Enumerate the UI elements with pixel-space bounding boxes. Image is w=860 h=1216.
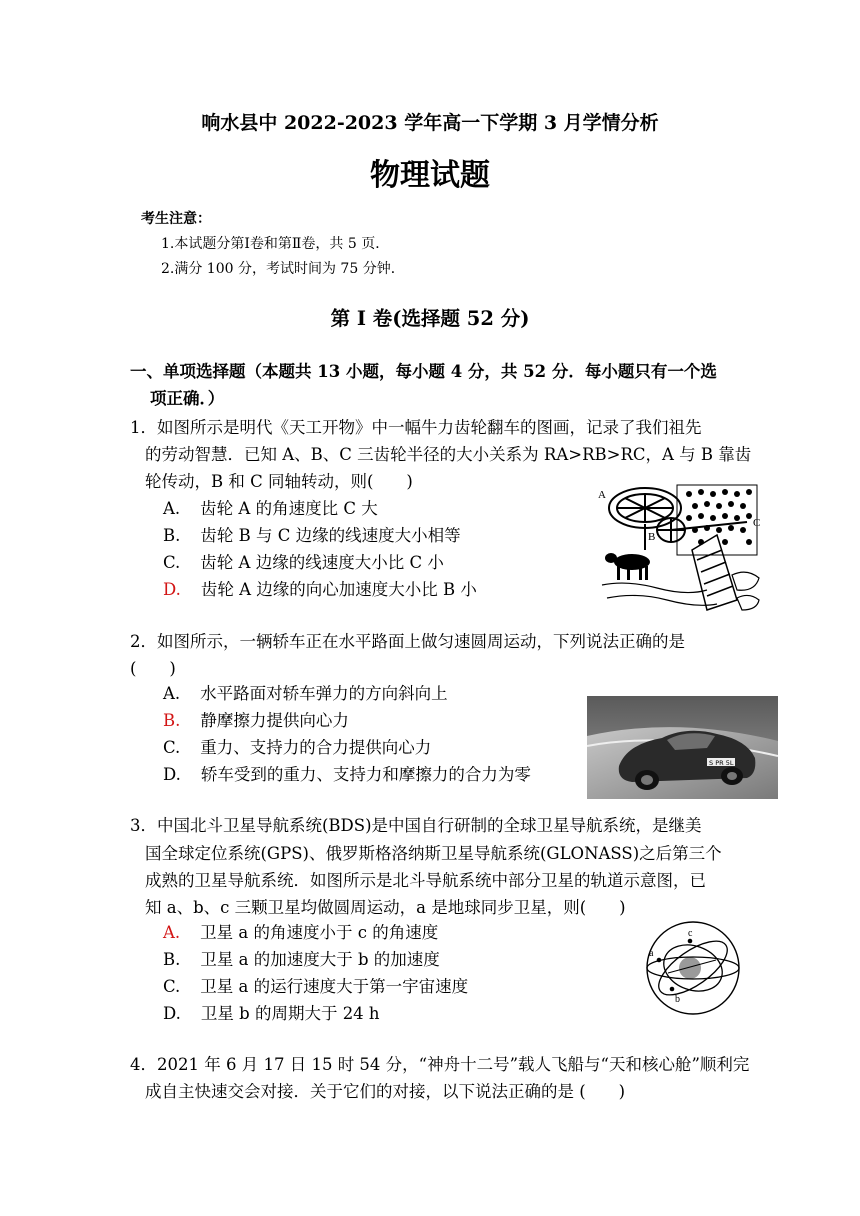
q3-stem: 3．中国北斗卫星导航系统(BDS)是中国自行研制的全球卫星导航系统，是继美 [130,816,702,835]
q1-option-c: C. 齿轮 A 边缘的线速度大小比 C 小 [163,553,444,572]
gear-waterwheel-figure [597,480,762,615]
q2-stem: ( ) [130,659,176,678]
q3-stem: 国全球定位系统(GPS)、俄罗斯格洛纳斯卫星导航系统(GLONASS)之后第三个 [145,844,722,863]
sat-a-label: a [649,948,654,959]
sat-c-label: c [688,928,693,939]
q1-stem: 1．如图所示是明代《天工开物》中一幅牛力齿轮翻车的图画，记录了我们祖先 [130,418,702,437]
gear-c-label: C [753,517,761,529]
q3-stem: 知 a、b、c 三颗卫星均做圆周运动，a 是地球同步卫星，则( ) [145,898,626,917]
gear-b-label: B [648,531,656,543]
car-photo [587,696,778,799]
part-heading: 一、单项选择题（本题共 13 小题，每小题 4 分，共 52 分．每小题只有一个选 [130,362,717,381]
part-heading-cont: 项正确．） [150,389,225,408]
section-title: 第 I 卷(选择题 52 分) [330,307,530,330]
q2-option-c: C. 重力、支持力的合力提供向心力 [163,738,432,757]
sat-b-label: b [675,994,680,1005]
q1-option-d: D. 齿轮 A 边缘的向心加速度大小比 B 小 [163,580,477,599]
notice-item: 1.本试题分第Ⅰ卷和第Ⅱ卷，共 5 页． [161,236,390,252]
q1-stem: 轮传动，B 和 C 同轴转动，则( ) [145,472,413,491]
q2-stem: 2．如图所示，一辆轿车正在水平路面上做匀速圆周运动，下列说法正确的是 [130,632,685,651]
gear-a-label: A [598,489,606,501]
license-plate: S PR 5L [709,759,734,767]
subject-title: 物理试题 [370,158,490,193]
exam-title: 响水县中 2022-2023 学年高一下学期 3 月学情分析 [201,112,659,134]
q3-option-b: B. 卫星 a 的加速度大于 b 的加速度 [163,950,440,969]
q1-option-a: A. 齿轮 A 的角速度比 C 大 [163,499,378,518]
q1-option-b: B. 齿轮 B 与 C 边缘的线速度大小相等 [163,526,461,545]
satellite-orbits-figure [638,918,748,1018]
q4-stem: 成自主快速交会对接．关于它们的对接，以下说法正确的是 ( ) [145,1082,626,1101]
notice-heading: 考生注意： [141,211,211,227]
q3-option-d: D. 卫星 b 的周期大于 24 h [163,1004,380,1023]
q4-stem: 4．2021 年 6 月 17 日 15 时 54 分，“神舟十二号”载人飞船与“天和核心舱”顺利完 [130,1055,750,1074]
q3-option-a: A. 卫星 a 的角速度小于 c 的角速度 [163,923,439,942]
notice-item: 2.满分 100 分，考试时间为 75 分钟． [161,261,405,277]
q2-option-d: D. 轿车受到的重力、支持力和摩擦力的合力为零 [163,765,531,784]
q3-option-c: C. 卫星 a 的运行速度大于第一宇宙速度 [163,977,469,996]
q2-option-b: B. 静摩擦力提供向心力 [163,711,349,730]
q3-stem: 成熟的卫星导航系统．如图所示是北斗导航系统中部分卫星的轨道示意图，已 [145,871,706,890]
q1-stem: 的劳动智慧．已知 A、B、C 三齿轮半径的大小关系为 RA>RB>RC，A 与 B 靠齿 [145,445,752,464]
q2-option-a: A. 水平路面对轿车弹力的方向斜向上 [163,684,448,703]
